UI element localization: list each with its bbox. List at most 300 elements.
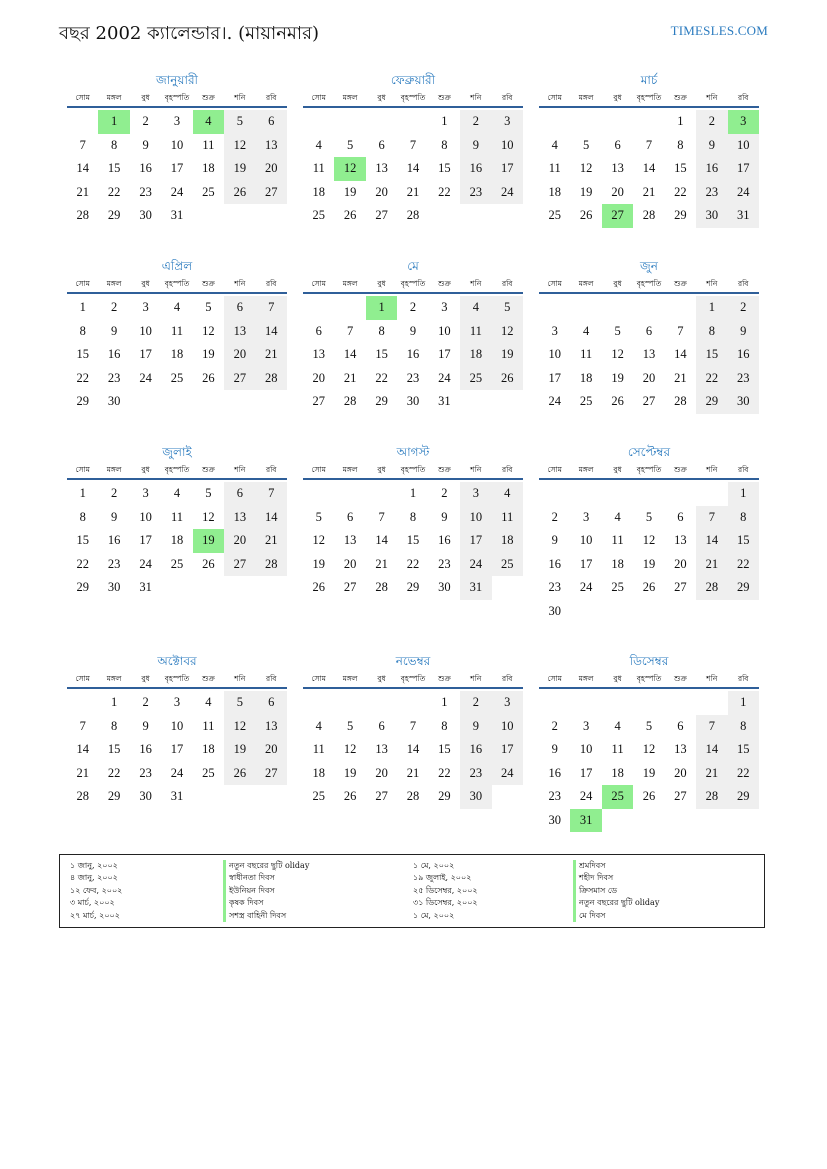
empty-cell xyxy=(539,691,570,715)
day-cell: 21 xyxy=(696,762,727,786)
weekday-label: শুক্র xyxy=(202,465,215,474)
day-cell: 25 xyxy=(492,553,523,577)
day-cell: 17 xyxy=(492,738,523,762)
day-cell: 10 xyxy=(579,742,593,756)
day-cell: 11 xyxy=(170,509,184,524)
legend-holiday-date: ৪ জানু, ২০০২ xyxy=(70,873,118,883)
day-cell: 21 xyxy=(256,529,287,553)
day-cell: 28 xyxy=(406,208,420,222)
day-cell: 28 xyxy=(76,789,89,803)
weekday-label: মঙ্গল xyxy=(342,279,358,288)
day-cell: 16 xyxy=(107,347,121,361)
day-cell: 30 xyxy=(107,580,121,594)
day-cell: 8 xyxy=(111,718,118,733)
weekday-label: বৃহস্পতি xyxy=(636,279,662,288)
weekday-label: শনি xyxy=(470,465,482,474)
weekday-label: শুক্র xyxy=(438,93,451,102)
day-cell: 29 xyxy=(438,789,451,803)
day-cell: 9 xyxy=(409,323,417,338)
day-cell: 11 xyxy=(580,347,593,361)
day-cell: 20 xyxy=(224,529,255,553)
day-cell: 17 xyxy=(579,765,593,780)
empty-cell xyxy=(366,482,397,506)
day-cell: 24 xyxy=(139,370,152,385)
day-cell: 1 xyxy=(111,695,118,709)
day-cell: 6 xyxy=(645,323,653,338)
day-cell: 14 xyxy=(343,347,357,361)
day-cell: 16 xyxy=(107,533,121,547)
day-cell: 22 xyxy=(406,556,420,571)
weekday-label: বুধ xyxy=(613,93,622,102)
legend-holiday-date: ৩ মার্চ, ২০০২ xyxy=(70,898,115,908)
day-cell: 18 xyxy=(202,161,215,175)
day-cell: 29 xyxy=(674,208,687,222)
day-cell: 9 xyxy=(111,323,118,338)
legend-dates-col-1 xyxy=(70,860,122,922)
day-cell: 14 xyxy=(696,529,727,553)
day-cell: 8 xyxy=(677,137,684,152)
weekday-label: শনি xyxy=(706,279,718,288)
day-cell: 2 xyxy=(111,300,118,314)
legend-holiday-name: ক্রিসমাস ডে xyxy=(573,885,659,897)
day-cell: 15 xyxy=(76,347,89,361)
day-cell: 1 xyxy=(728,691,759,715)
day-cell: 8 xyxy=(79,323,86,338)
day-cell: 30 xyxy=(139,208,152,222)
weekday-label: মঙ্গল xyxy=(342,93,358,102)
month-name: জুলাই xyxy=(162,445,192,459)
legend-holiday-date: ২৫ ডিসেম্বর, ২০০২ xyxy=(413,885,478,895)
holiday-day-cell: 1 xyxy=(366,296,397,320)
day-cell: 6 xyxy=(677,718,684,733)
weekday-header xyxy=(539,92,759,108)
day-cell: 12 xyxy=(642,742,656,756)
day-cell: 19 xyxy=(343,184,357,199)
empty-cell xyxy=(303,110,334,134)
day-cell: 20 xyxy=(256,157,287,181)
day-cell: 28 xyxy=(642,208,656,222)
day-cell: 17 xyxy=(460,529,491,553)
day-cell: 24 xyxy=(492,181,523,205)
weekday-label: শনি xyxy=(706,93,718,102)
day-cell: 28 xyxy=(256,553,287,577)
day-cell: 8 xyxy=(441,718,448,733)
month-calendar xyxy=(539,653,759,832)
site-link[interactable]: TIMESLES.COM xyxy=(670,23,768,38)
weekday-label: বুধ xyxy=(377,93,386,102)
day-cell: 11 xyxy=(170,323,184,338)
day-cell: 15 xyxy=(406,533,420,547)
empty-cell xyxy=(67,110,98,134)
empty-cell xyxy=(397,110,428,134)
day-grid xyxy=(303,691,523,809)
day-cell: 9 xyxy=(142,718,149,733)
day-cell: 2 xyxy=(460,691,491,715)
day-cell: 23 xyxy=(696,181,727,205)
month-calendar xyxy=(303,653,523,809)
day-cell: 19 xyxy=(224,738,255,762)
empty-cell xyxy=(334,296,365,320)
day-cell: 8 xyxy=(79,509,86,524)
day-cell: 13 xyxy=(343,533,357,547)
weekday-label: রবি xyxy=(502,93,513,102)
empty-cell xyxy=(570,296,601,320)
day-cell: 3 xyxy=(583,509,590,524)
day-grid xyxy=(67,482,287,600)
day-cell: 29 xyxy=(107,789,121,803)
day-cell: 30 xyxy=(107,394,121,408)
day-cell: 16 xyxy=(548,556,561,571)
day-cell: 31 xyxy=(728,204,759,228)
day-cell: 13 xyxy=(312,347,325,361)
day-cell: 8 xyxy=(441,137,448,152)
day-cell: 6 xyxy=(614,137,621,152)
day-cell: 8 xyxy=(111,137,118,152)
day-cell: 24 xyxy=(728,181,759,205)
empty-cell xyxy=(67,691,98,715)
weekday-label: সোম xyxy=(75,279,90,288)
day-cell: 24 xyxy=(139,556,152,571)
legend-holiday-date: ১ জানু, ২০০২ xyxy=(70,861,118,870)
weekday-header xyxy=(303,92,523,108)
day-cell: 7 xyxy=(645,137,653,152)
day-cell: 9 xyxy=(460,134,491,158)
day-cell: 15 xyxy=(375,347,388,361)
day-cell: 4 xyxy=(614,509,621,524)
day-cell: 19 xyxy=(611,370,624,385)
day-cell: 30 xyxy=(460,785,491,809)
day-cell: 22 xyxy=(438,184,451,199)
holiday-day-cell: 27 xyxy=(602,204,633,228)
day-cell: 6 xyxy=(256,691,287,715)
legend-holiday-date: ১ মে, ২০০২ xyxy=(413,910,455,920)
day-cell: 26 xyxy=(343,789,357,803)
day-cell: 16 xyxy=(139,161,152,175)
weekday-label: বুধ xyxy=(613,465,622,474)
weekday-label: মঙ্গল xyxy=(578,93,594,102)
day-cell: 12 xyxy=(224,134,255,158)
day-cell: 12 xyxy=(579,161,593,175)
day-cell: 27 xyxy=(642,394,656,408)
day-cell: 2 xyxy=(728,296,759,320)
empty-cell xyxy=(602,296,633,320)
weekday-label: মঙ্গল xyxy=(342,674,358,683)
legend-holiday-name: নতুন বছরের ছুটি oliday xyxy=(223,860,309,872)
day-cell: 26 xyxy=(343,208,357,222)
day-cell: 17 xyxy=(579,556,593,571)
weekday-label: রবি xyxy=(738,279,749,288)
day-cell: 25 xyxy=(312,208,325,222)
day-cell: 23 xyxy=(460,762,491,786)
day-cell: 30 xyxy=(406,394,420,408)
day-cell: 24 xyxy=(579,789,593,803)
day-cell: 18 xyxy=(460,343,491,367)
day-cell: 11 xyxy=(548,161,561,175)
weekday-label: রবি xyxy=(738,93,749,102)
day-cell: 30 xyxy=(696,204,727,228)
month-calendar xyxy=(67,72,287,228)
day-cell: 23 xyxy=(438,556,451,571)
day-cell: 20 xyxy=(224,343,255,367)
legend-holiday-name: মে দিবস xyxy=(573,910,659,922)
day-cell: 19 xyxy=(642,556,656,571)
weekday-label: মঙ্গল xyxy=(106,465,122,474)
weekday-header xyxy=(67,92,287,108)
holiday-day-cell: 25 xyxy=(602,785,633,809)
empty-cell xyxy=(602,482,633,506)
day-cell: 5 xyxy=(205,300,212,314)
day-cell: 1 xyxy=(677,114,684,128)
day-cell: 4 xyxy=(315,137,322,152)
day-cell: 18 xyxy=(579,370,593,385)
day-cell: 20 xyxy=(312,370,325,385)
weekday-label: বৃহস্পতি xyxy=(636,674,662,683)
day-cell: 23 xyxy=(548,789,561,803)
month-name: এপ্রিল xyxy=(161,259,193,273)
day-grid xyxy=(539,296,759,414)
empty-cell xyxy=(366,110,397,134)
day-cell: 20 xyxy=(674,765,687,780)
weekday-label: মঙ্গল xyxy=(342,465,358,474)
day-cell: 27 xyxy=(224,367,255,391)
day-cell: 26 xyxy=(224,762,255,786)
day-cell: 27 xyxy=(375,789,388,803)
empty-cell xyxy=(696,691,727,715)
month-calendar xyxy=(67,258,287,414)
empty-cell xyxy=(602,691,633,715)
day-cell: 11 xyxy=(492,506,523,530)
day-cell: 16 xyxy=(548,765,561,780)
day-cell: 18 xyxy=(312,765,325,780)
day-cell: 21 xyxy=(406,184,420,199)
day-cell: 11 xyxy=(202,137,215,152)
empty-cell xyxy=(665,691,696,715)
day-cell: 22 xyxy=(674,184,687,199)
day-cell: 28 xyxy=(76,208,89,222)
empty-cell xyxy=(334,482,365,506)
day-cell: 31 xyxy=(460,576,491,600)
day-grid xyxy=(303,482,523,600)
weekday-label: শনি xyxy=(234,93,246,102)
day-cell: 20 xyxy=(674,556,687,571)
day-cell: 7 xyxy=(256,296,287,320)
month-calendar xyxy=(539,258,759,414)
day-cell: 4 xyxy=(583,323,590,338)
day-cell: 10 xyxy=(170,718,184,733)
weekday-header xyxy=(303,464,523,480)
day-cell: 15 xyxy=(728,529,759,553)
day-cell: 15 xyxy=(696,343,727,367)
day-cell: 12 xyxy=(202,509,215,524)
holiday-legend xyxy=(59,854,765,928)
day-cell: 7 xyxy=(79,137,86,152)
day-cell: 5 xyxy=(614,323,621,338)
day-cell: 16 xyxy=(728,343,759,367)
legend-holiday-name: কৃষক দিবস xyxy=(223,897,309,909)
day-cell: 26 xyxy=(611,394,624,408)
weekday-label: রবি xyxy=(502,674,513,683)
day-cell: 21 xyxy=(375,556,388,571)
weekday-label: রবি xyxy=(266,465,277,474)
empty-cell xyxy=(696,482,727,506)
day-cell: 26 xyxy=(642,580,656,594)
day-cell: 10 xyxy=(139,509,152,524)
day-cell: 19 xyxy=(492,343,523,367)
weekday-label: সোম xyxy=(311,465,326,474)
day-cell: 3 xyxy=(460,482,491,506)
month-name: সেপ্টেম্বর xyxy=(627,445,671,459)
day-cell: 16 xyxy=(696,157,727,181)
day-cell: 12 xyxy=(312,533,325,547)
day-cell: 30 xyxy=(548,603,561,618)
legend-holiday-date: ২৭ মার্চ, ২০০২ xyxy=(70,910,120,920)
day-cell: 13 xyxy=(256,134,287,158)
weekday-label: বৃহস্পতি xyxy=(400,93,426,102)
day-cell: 20 xyxy=(375,765,388,780)
day-cell: 21 xyxy=(343,370,357,385)
day-cell: 18 xyxy=(202,742,215,756)
day-cell: 19 xyxy=(224,157,255,181)
day-cell: 14 xyxy=(375,533,388,547)
empty-cell xyxy=(539,110,570,134)
weekday-header xyxy=(303,673,523,689)
day-cell: 12 xyxy=(224,715,255,739)
day-cell: 16 xyxy=(460,157,491,181)
weekday-label: বুধ xyxy=(613,279,622,288)
day-cell: 6 xyxy=(224,296,255,320)
day-grid xyxy=(303,110,523,228)
day-cell: 20 xyxy=(375,184,388,199)
weekday-label: শনি xyxy=(234,279,246,288)
day-cell: 7 xyxy=(256,482,287,506)
day-cell: 29 xyxy=(728,785,759,809)
weekday-label: বৃহস্পতি xyxy=(164,93,190,102)
day-cell: 25 xyxy=(170,556,184,571)
day-cell: 7 xyxy=(696,506,727,530)
empty-cell xyxy=(633,482,664,506)
day-cell: 18 xyxy=(611,765,624,780)
empty-cell xyxy=(570,110,601,134)
month-name: মে xyxy=(407,259,419,273)
weekday-label: বুধ xyxy=(613,674,622,683)
day-cell: 15 xyxy=(438,742,451,756)
day-cell: 3 xyxy=(173,114,181,128)
legend-holiday-date: ৩১ ডিসেম্বর, ২০০২ xyxy=(413,898,478,908)
weekday-label: সোম xyxy=(75,93,90,102)
weekday-label: মঙ্গল xyxy=(578,674,594,683)
empty-cell xyxy=(334,110,365,134)
day-cell: 22 xyxy=(728,553,759,577)
day-cell: 17 xyxy=(170,742,184,756)
day-cell: 1 xyxy=(409,486,417,500)
day-cell: 15 xyxy=(107,742,121,756)
day-cell: 4 xyxy=(315,718,322,733)
day-cell: 26 xyxy=(224,181,255,205)
month-name: জানুয়ারী xyxy=(156,73,198,87)
day-cell: 10 xyxy=(438,323,451,338)
day-cell: 19 xyxy=(579,184,593,199)
legend-holiday-name: নতুন বছরের ছুটি oliday xyxy=(573,897,659,909)
weekday-label: শনি xyxy=(470,674,482,683)
day-cell: 24 xyxy=(460,553,491,577)
day-cell: 25 xyxy=(548,208,561,222)
day-cell: 9 xyxy=(111,509,118,524)
day-cell: 27 xyxy=(312,394,325,408)
holiday-day-cell: 19 xyxy=(193,529,224,553)
day-cell: 17 xyxy=(728,157,759,181)
weekday-label: রবি xyxy=(266,93,277,102)
day-cell: 11 xyxy=(460,320,491,344)
day-cell: 24 xyxy=(438,370,451,385)
day-cell: 13 xyxy=(256,715,287,739)
day-cell: 13 xyxy=(674,742,687,756)
day-cell: 9 xyxy=(728,320,759,344)
day-cell: 14 xyxy=(642,161,656,175)
day-cell: 11 xyxy=(611,533,624,547)
day-cell: 22 xyxy=(107,765,121,780)
legend-holiday-date: ১ মে, ২০০২ xyxy=(413,861,455,870)
day-cell: 19 xyxy=(312,556,325,571)
day-cell: 9 xyxy=(551,742,558,756)
day-cell: 24 xyxy=(170,765,184,780)
weekday-header xyxy=(67,278,287,294)
day-cell: 14 xyxy=(406,742,420,756)
day-cell: 2 xyxy=(696,110,727,134)
day-cell: 23 xyxy=(139,184,152,199)
weekday-label: মঙ্গল xyxy=(106,674,122,683)
day-cell: 10 xyxy=(728,134,759,158)
day-cell: 19 xyxy=(642,765,656,780)
weekday-label: শনি xyxy=(706,465,718,474)
day-cell: 3 xyxy=(142,486,149,500)
empty-cell xyxy=(539,296,570,320)
day-cell: 6 xyxy=(378,137,385,152)
day-cell: 2 xyxy=(551,718,558,733)
empty-cell xyxy=(366,691,397,715)
day-cell: 22 xyxy=(728,762,759,786)
weekday-label: রবি xyxy=(266,674,277,683)
weekday-label: বুধ xyxy=(377,465,386,474)
day-cell: 27 xyxy=(375,208,388,222)
day-cell: 22 xyxy=(375,370,388,385)
legend-holiday-date: ১৯ জুলাই, ২০০২ xyxy=(413,873,472,883)
day-cell: 23 xyxy=(107,370,121,385)
weekday-header xyxy=(539,464,759,480)
month-name: নভেম্বর xyxy=(395,654,431,668)
month-calendar xyxy=(67,444,287,600)
weekday-label: রবি xyxy=(502,279,513,288)
day-cell: 2 xyxy=(460,110,491,134)
day-cell: 16 xyxy=(406,347,420,361)
day-cell: 18 xyxy=(611,556,624,571)
day-cell: 5 xyxy=(492,296,523,320)
day-cell: 29 xyxy=(728,576,759,600)
day-cell: 6 xyxy=(378,718,385,733)
weekday-label: মঙ্গল xyxy=(578,279,594,288)
empty-cell xyxy=(303,482,334,506)
day-cell: 21 xyxy=(256,343,287,367)
weekday-label: বৃহস্পতি xyxy=(164,279,190,288)
month-name: জুন xyxy=(640,259,658,273)
day-cell: 16 xyxy=(139,742,152,756)
weekday-label: শুক্র xyxy=(202,93,215,102)
day-cell: 21 xyxy=(406,765,420,780)
day-cell: 3 xyxy=(173,695,181,709)
day-cell: 22 xyxy=(76,370,89,385)
day-cell: 7 xyxy=(347,323,354,338)
weekday-label: বুধ xyxy=(141,93,150,102)
month-calendar xyxy=(303,72,523,228)
